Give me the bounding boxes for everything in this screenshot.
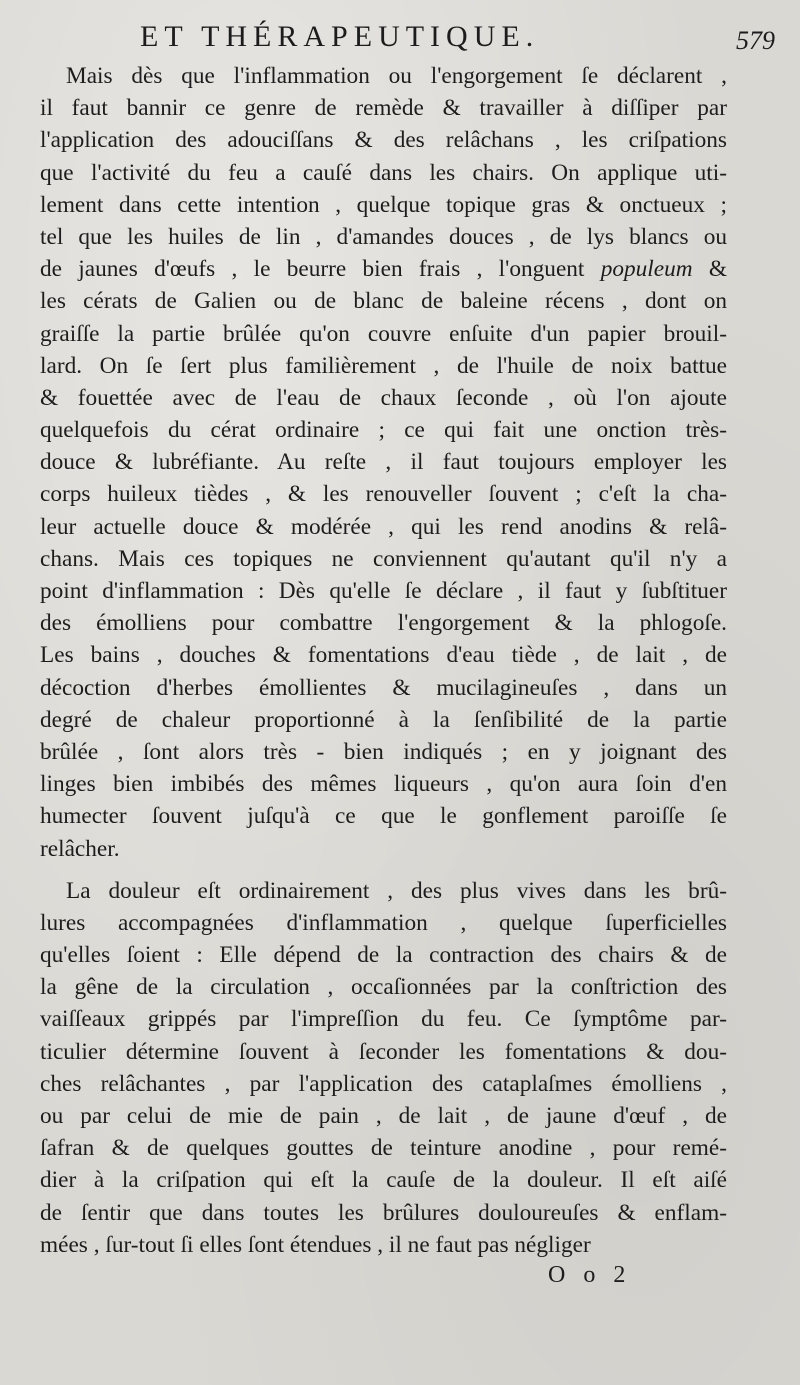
text-line: La douleur eſt ordinairement , des plus vives dans les brû- (66, 877, 727, 904)
text-line: ou par celui de mie de pain , de lait , de jaune d'œuf , de (40, 1103, 727, 1129)
text-line: il faut bannir ce genre de remède & travailler à diſſiper par (40, 95, 727, 122)
text-line: linges bien imbibés des mêmes liqueurs , qu'on aura ſoin d'en (40, 771, 727, 798)
text-line: la gêne de la circulation , occaſionnées par la conſtriction des (40, 974, 727, 1001)
running-head: ET THÉRAPEUTIQUE. (140, 20, 540, 53)
text-line: des émolliens pour combattre l'engorgement & la phlogoſe. (40, 610, 727, 637)
text-line: relâcher. (40, 835, 120, 862)
text-line: point d'inflammation : Dès qu'elle ſe déclare , il faut y ſubſtituer (40, 578, 727, 604)
text-line: lement dans cette intention , quelque topique gras & onctueux ; (40, 191, 727, 218)
text-line: & fouettée avec de l'eau de chaux ſeconde , où l'on ajoute (40, 384, 727, 411)
text-line: ches relâchantes , par l'application des cataplaſmes émolliens , (40, 1070, 727, 1097)
text-line: l'application des adouciſſans & des relâchans , les criſpations (40, 127, 727, 154)
paragraph-gap (40, 865, 727, 875)
text-line: quelquefois du cérat ordinaire ; ce qui fait une onction très- (40, 417, 727, 444)
text-line: corps huileux tièdes , & les renouveller ſouvent ; c'eſt la cha- (40, 481, 727, 508)
text-line: décoction d'herbes émollientes & mucilagineuſes , dans un (40, 674, 727, 701)
text-line: chans. Mais ces topiques ne conviennent qu'autant qu'il n'y a (40, 545, 727, 572)
paragraph (40, 60, 727, 865)
text-line: Les bains , douches & fomentations d'eau tiède , de lait , de (40, 642, 727, 669)
signature-mark: O o 2 (548, 1262, 632, 1288)
text-line: ticulier détermine ſouvent à ſeconder les fomentations & dou- (40, 1038, 727, 1065)
text-line: mées , ſur-tout ſi elles ſont étendues , il ne faut pas négliger (40, 1231, 591, 1258)
text-line: leur actuelle douce & modérée , qui les rend anodins & relâ- (40, 513, 727, 540)
body-text (40, 60, 727, 1261)
text-line: dier à la criſpation qui eſt la cauſe de la douleur. Il eſt aiſé (40, 1167, 727, 1194)
text-line: Mais dès que l'inflammation ou l'engorgement ſe déclarent , (66, 63, 727, 89)
text-line: ſafran & de quelques gouttes de teinture anodine , pour remé- (40, 1135, 727, 1162)
text-line: degré de chaleur proportionné à la ſenſibilité de la partie (40, 706, 727, 733)
text-line: qu'elles ſoient : Elle dépend de la contraction des chairs & de (40, 942, 727, 969)
paragraph (40, 875, 727, 1261)
page-number: 579 (736, 26, 775, 55)
text-line: lures accompagnées d'inflammation , quelque ſuperficielles (40, 909, 727, 936)
text-line: que l'activité du feu a cauſé dans les chairs. On applique uti- (40, 159, 727, 186)
text-line: vaiſſeaux grippés par l'impreſſion du feu. Ce ſymptôme par- (40, 1006, 727, 1033)
text-line: brûlée , ſont alors très - bien indiqués ; en y joignant des (40, 738, 727, 765)
text-line: douce & lubréfiante. Au reſte , il faut toujours employer les (40, 449, 727, 476)
text-line: tel que les huiles de lin , d'amandes douces , de lys blancs ou (40, 223, 727, 250)
text-line: de ſentir que dans toutes les brûlures douloureuſes & enflam- (40, 1199, 727, 1226)
text-line: graiſſe la partie brûlée qu'on couvre enſuite d'un papier brouil- (40, 320, 727, 347)
text-line: de jaunes d'œufs , le beurre bien frais , l'onguent populeum & (40, 256, 728, 283)
text-line: les cérats de Galien ou de blanc de baleine récens , dont on (40, 288, 727, 315)
page-header (40, 14, 775, 54)
text-line: lard. On ſe ſert plus familièrement , de l'huile de noix battue (40, 352, 727, 379)
text-line: humecter ſouvent juſqu'à ce que le gonflement paroiſſe ſe (40, 803, 727, 830)
latin-term: populeum (600, 256, 693, 283)
